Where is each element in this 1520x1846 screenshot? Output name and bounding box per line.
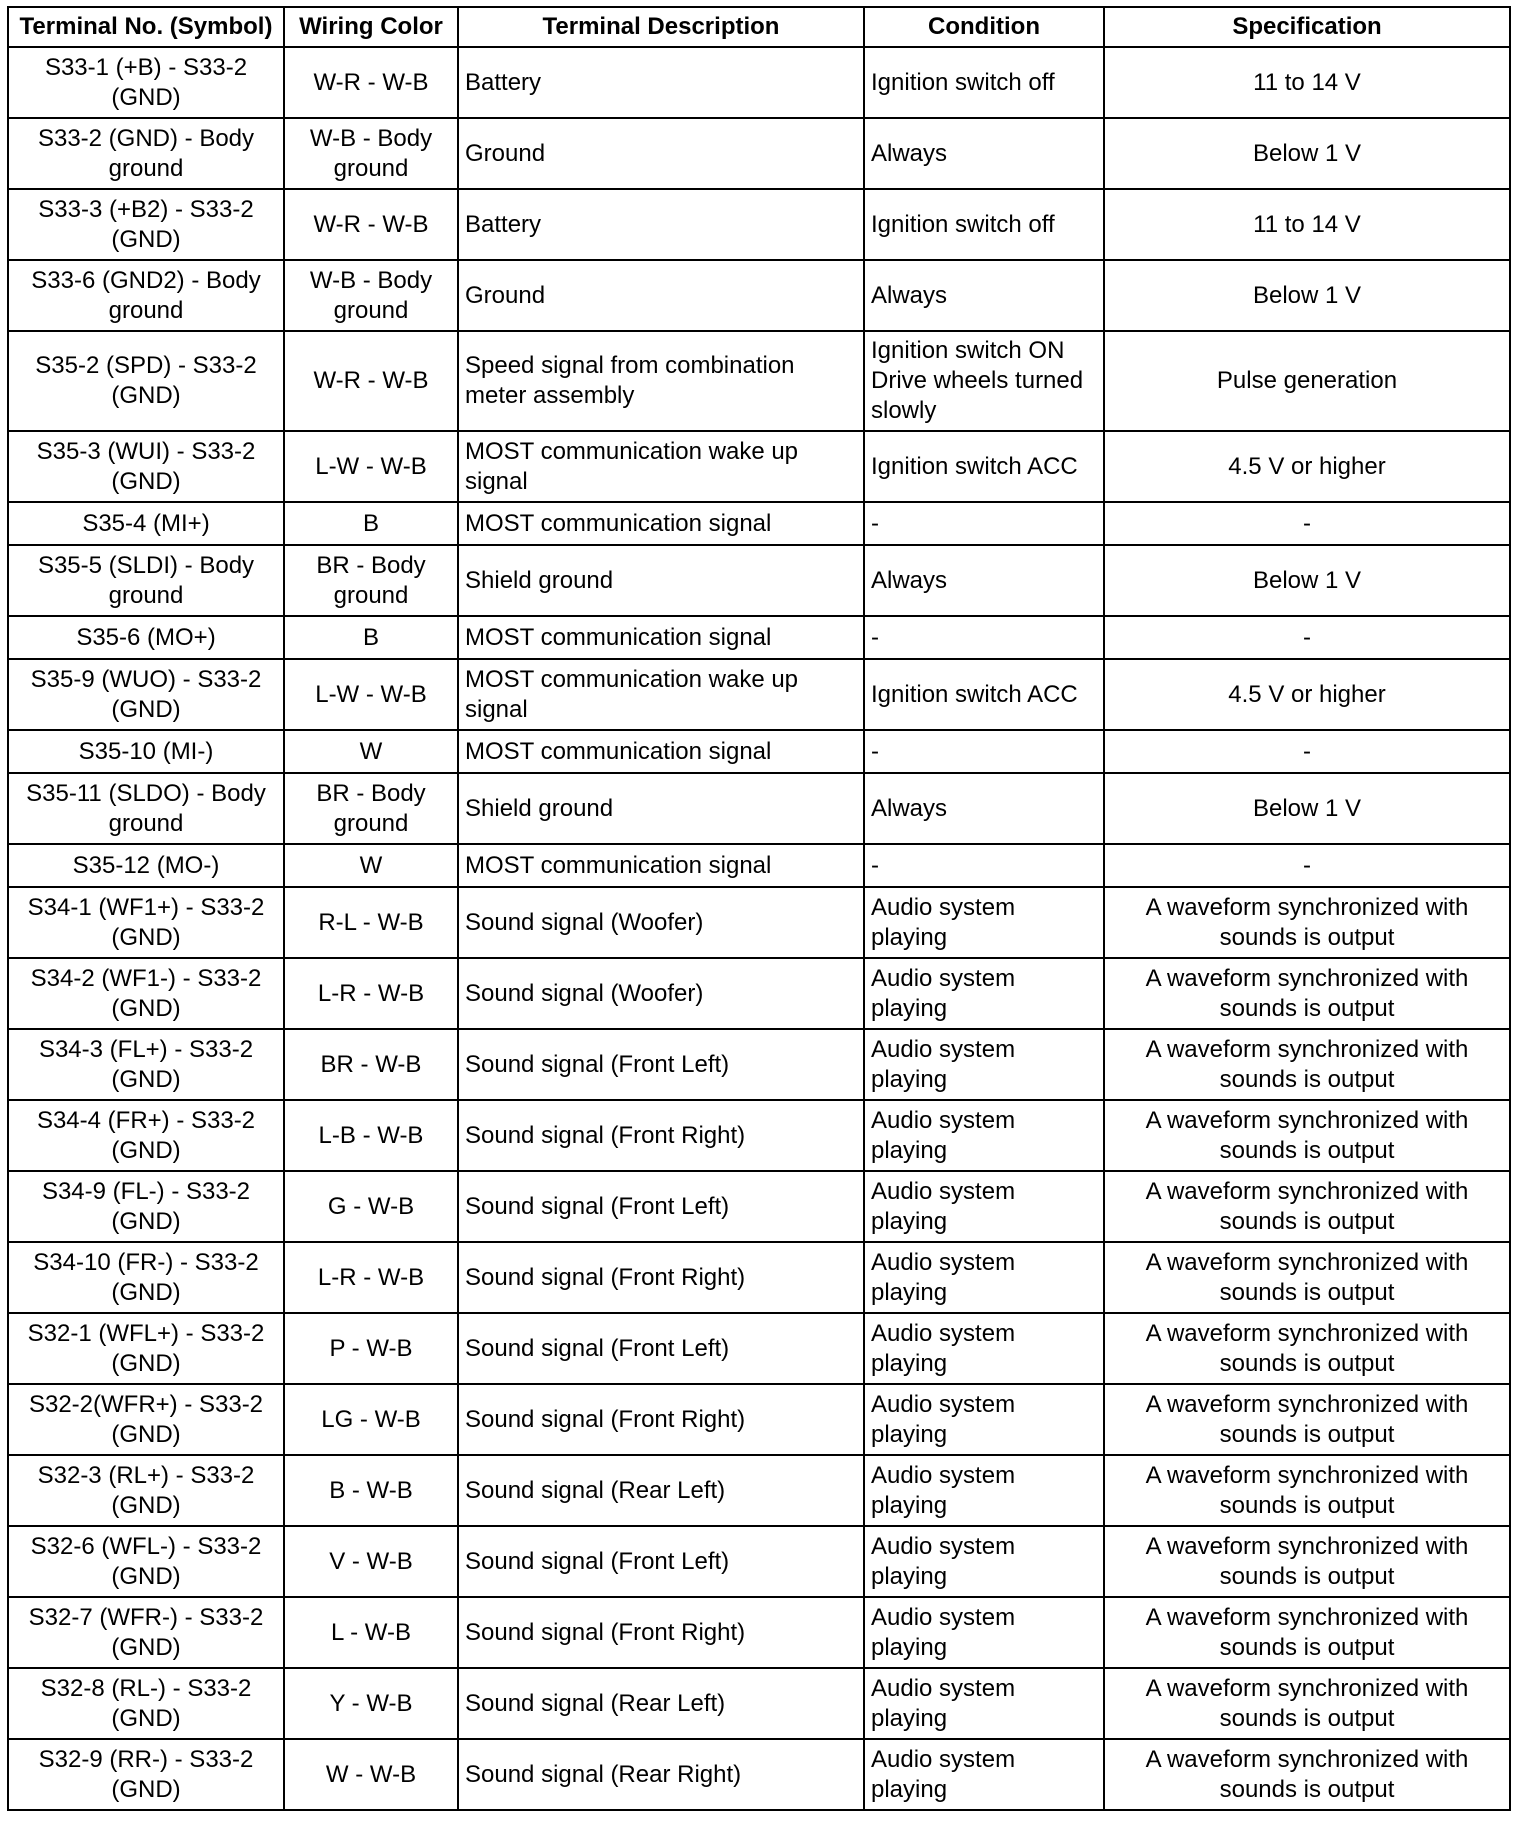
cell-wiring-color: W-R - W-B [284, 189, 458, 260]
cell-terminal: S34-4 (FR+) - S33-2 (GND) [8, 1100, 284, 1171]
cell-specification: A waveform synchronized with sounds is output [1104, 1242, 1510, 1313]
cell-wiring-color: BR - Body ground [284, 545, 458, 616]
cell-specification: A waveform synchronized with sounds is output [1104, 1100, 1510, 1171]
cell-condition: - [864, 616, 1104, 659]
cell-terminal-description: Battery [458, 47, 864, 118]
cell-specification: 4.5 V or higher [1104, 659, 1510, 730]
cell-terminal: S35-5 (SLDI) - Body ground [8, 545, 284, 616]
table-row [8, 1455, 1510, 1526]
terminal-table-container [7, 6, 1509, 1811]
cell-wiring-color: LG - W-B [284, 1384, 458, 1455]
cell-specification: Pulse generation [1104, 331, 1510, 431]
cell-specification: A waveform synchronized with sounds is output [1104, 1739, 1510, 1810]
cell-terminal: S35-6 (MO+) [8, 616, 284, 659]
cell-terminal-description: Sound signal (Rear Left) [458, 1455, 864, 1526]
table-row [8, 887, 1510, 958]
cell-terminal-description: MOST communication signal [458, 502, 864, 545]
cell-wiring-color: P - W-B [284, 1313, 458, 1384]
cell-condition: Audio system playing [864, 1597, 1104, 1668]
cell-condition: Audio system playing [864, 958, 1104, 1029]
cell-terminal: S32-3 (RL+) - S33-2 (GND) [8, 1455, 284, 1526]
cell-specification: A waveform synchronized with sounds is output [1104, 1597, 1510, 1668]
cell-condition: Always [864, 545, 1104, 616]
cell-condition: Audio system playing [864, 1242, 1104, 1313]
cell-wiring-color: W - W-B [284, 1739, 458, 1810]
cell-wiring-color: Y - W-B [284, 1668, 458, 1739]
table-row [8, 1597, 1510, 1668]
cell-terminal-description: Ground [458, 118, 864, 189]
cell-terminal-description: MOST communication wake up signal [458, 659, 864, 730]
cell-terminal: S34-10 (FR-) - S33-2 (GND) [8, 1242, 284, 1313]
cell-specification: - [1104, 616, 1510, 659]
cell-specification: A waveform synchronized with sounds is output [1104, 1313, 1510, 1384]
cell-specification: Below 1 V [1104, 545, 1510, 616]
cell-specification: A waveform synchronized with sounds is output [1104, 1384, 1510, 1455]
cell-condition: Audio system playing [864, 1668, 1104, 1739]
cell-terminal: S32-2(WFR+) - S33-2 (GND) [8, 1384, 284, 1455]
cell-specification: - [1104, 502, 1510, 545]
cell-specification: Below 1 V [1104, 773, 1510, 844]
cell-condition: Always [864, 260, 1104, 331]
cell-specification: Below 1 V [1104, 260, 1510, 331]
cell-terminal-description: Speed signal from combination meter assembly [458, 331, 864, 431]
table-row [8, 844, 1510, 887]
cell-terminal-description: Battery [458, 189, 864, 260]
cell-condition: Audio system playing [864, 1526, 1104, 1597]
cell-terminal-description: Ground [458, 260, 864, 331]
cell-terminal: S32-6 (WFL-) - S33-2 (GND) [8, 1526, 284, 1597]
cell-terminal: S32-9 (RR-) - S33-2 (GND) [8, 1739, 284, 1810]
cell-condition: Ignition switch off [864, 189, 1104, 260]
cell-terminal-description: Sound signal (Front Left) [458, 1313, 864, 1384]
table-row [8, 1384, 1510, 1455]
cell-specification: Below 1 V [1104, 118, 1510, 189]
cell-terminal: S33-1 (+B) - S33-2 (GND) [8, 47, 284, 118]
table-row [8, 773, 1510, 844]
cell-specification: 11 to 14 V [1104, 189, 1510, 260]
cell-condition: Audio system playing [864, 1384, 1104, 1455]
table-header-row [8, 7, 1510, 47]
cell-terminal: S32-7 (WFR-) - S33-2 (GND) [8, 1597, 284, 1668]
cell-specification: - [1104, 844, 1510, 887]
cell-terminal-description: MOST communication signal [458, 844, 864, 887]
cell-terminal: S33-2 (GND) - Body ground [8, 118, 284, 189]
cell-terminal: S34-1 (WF1+) - S33-2 (GND) [8, 887, 284, 958]
table-row [8, 616, 1510, 659]
cell-terminal: S35-9 (WUO) - S33-2 (GND) [8, 659, 284, 730]
cell-terminal: S33-3 (+B2) - S33-2 (GND) [8, 189, 284, 260]
table-row [8, 331, 1510, 431]
cell-terminal: S35-12 (MO-) [8, 844, 284, 887]
cell-terminal: S32-1 (WFL+) - S33-2 (GND) [8, 1313, 284, 1384]
cell-specification: - [1104, 730, 1510, 773]
table-row [8, 1029, 1510, 1100]
table-row [8, 730, 1510, 773]
cell-wiring-color: R-L - W-B [284, 887, 458, 958]
header-condition: Condition [864, 7, 1104, 47]
cell-wiring-color: B [284, 616, 458, 659]
cell-condition: Always [864, 118, 1104, 189]
cell-terminal: S32-8 (RL-) - S33-2 (GND) [8, 1668, 284, 1739]
cell-wiring-color: V - W-B [284, 1526, 458, 1597]
cell-wiring-color: L-R - W-B [284, 958, 458, 1029]
cell-specification: A waveform synchronized with sounds is output [1104, 958, 1510, 1029]
cell-condition: Ignition switch ACC [864, 659, 1104, 730]
cell-wiring-color: BR - Body ground [284, 773, 458, 844]
cell-specification: A waveform synchronized with sounds is output [1104, 887, 1510, 958]
cell-terminal-description: Sound signal (Rear Right) [458, 1739, 864, 1810]
cell-wiring-color: W-B - Body ground [284, 260, 458, 331]
cell-condition: Audio system playing [864, 1313, 1104, 1384]
cell-wiring-color: L-W - W-B [284, 659, 458, 730]
cell-condition: Audio system playing [864, 887, 1104, 958]
table-row [8, 545, 1510, 616]
table-row [8, 118, 1510, 189]
table-row [8, 1100, 1510, 1171]
table-row [8, 1242, 1510, 1313]
cell-wiring-color: BR - W-B [284, 1029, 458, 1100]
cell-terminal-description: Sound signal (Front Right) [458, 1597, 864, 1668]
cell-wiring-color: L-B - W-B [284, 1100, 458, 1171]
cell-wiring-color: B [284, 502, 458, 545]
terminal-specification-table [7, 6, 1511, 1811]
cell-terminal-description: MOST communication signal [458, 616, 864, 659]
cell-condition: Audio system playing [864, 1029, 1104, 1100]
table-row [8, 260, 1510, 331]
cell-terminal-description: Sound signal (Front Right) [458, 1100, 864, 1171]
cell-terminal-description: Shield ground [458, 773, 864, 844]
cell-wiring-color: L - W-B [284, 1597, 458, 1668]
cell-terminal-description: Sound signal (Front Left) [458, 1526, 864, 1597]
table-row [8, 1668, 1510, 1739]
cell-wiring-color: W-B - Body ground [284, 118, 458, 189]
cell-specification: A waveform synchronized with sounds is output [1104, 1668, 1510, 1739]
table-body [8, 47, 1510, 1810]
cell-condition: Audio system playing [864, 1455, 1104, 1526]
cell-terminal-description: Sound signal (Front Left) [458, 1029, 864, 1100]
table-row [8, 1171, 1510, 1242]
cell-specification: 4.5 V or higher [1104, 431, 1510, 502]
cell-terminal-description: Sound signal (Woofer) [458, 958, 864, 1029]
cell-condition: - [864, 502, 1104, 545]
cell-wiring-color: G - W-B [284, 1171, 458, 1242]
cell-wiring-color: W-R - W-B [284, 331, 458, 431]
cell-wiring-color: L-R - W-B [284, 1242, 458, 1313]
table-row [8, 1313, 1510, 1384]
cell-wiring-color: W-R - W-B [284, 47, 458, 118]
cell-condition: Audio system playing [864, 1100, 1104, 1171]
cell-terminal: S35-4 (MI+) [8, 502, 284, 545]
table-row [8, 47, 1510, 118]
header-terminal-no: Terminal No. (Symbol) [8, 7, 284, 47]
header-wiring-color: Wiring Color [284, 7, 458, 47]
header-terminal-description: Terminal Description [458, 7, 864, 47]
cell-wiring-color: B - W-B [284, 1455, 458, 1526]
cell-terminal-description: Sound signal (Rear Left) [458, 1668, 864, 1739]
table-row [8, 1526, 1510, 1597]
cell-condition: Ignition switch ACC [864, 431, 1104, 502]
cell-condition: Ignition switch off [864, 47, 1104, 118]
cell-wiring-color: W [284, 844, 458, 887]
cell-specification: A waveform synchronized with sounds is output [1104, 1171, 1510, 1242]
cell-terminal-description: Shield ground [458, 545, 864, 616]
cell-terminal-description: MOST communication signal [458, 730, 864, 773]
cell-wiring-color: L-W - W-B [284, 431, 458, 502]
table-row [8, 431, 1510, 502]
cell-terminal: S33-6 (GND2) - Body ground [8, 260, 284, 331]
table-row [8, 659, 1510, 730]
cell-terminal: S34-3 (FL+) - S33-2 (GND) [8, 1029, 284, 1100]
cell-condition: Ignition switch ON Drive wheels turned slowly [864, 331, 1104, 431]
cell-specification: 11 to 14 V [1104, 47, 1510, 118]
cell-condition: Audio system playing [864, 1171, 1104, 1242]
cell-condition: - [864, 844, 1104, 887]
cell-wiring-color: W [284, 730, 458, 773]
cell-condition: - [864, 730, 1104, 773]
cell-terminal: S35-2 (SPD) - S33-2 (GND) [8, 331, 284, 431]
cell-terminal-description: Sound signal (Woofer) [458, 887, 864, 958]
cell-terminal-description: Sound signal (Front Right) [458, 1384, 864, 1455]
cell-terminal-description: MOST communication wake up signal [458, 431, 864, 502]
header-specification: Specification [1104, 7, 1510, 47]
cell-specification: A waveform synchronized with sounds is output [1104, 1526, 1510, 1597]
cell-terminal: S35-11 (SLDO) - Body ground [8, 773, 284, 844]
cell-terminal: S35-10 (MI-) [8, 730, 284, 773]
table-row [8, 958, 1510, 1029]
cell-terminal: S34-9 (FL-) - S33-2 (GND) [8, 1171, 284, 1242]
table-row [8, 1739, 1510, 1810]
cell-specification: A waveform synchronized with sounds is output [1104, 1455, 1510, 1526]
cell-terminal: S35-3 (WUI) - S33-2 (GND) [8, 431, 284, 502]
table-row [8, 189, 1510, 260]
cell-terminal-description: Sound signal (Front Left) [458, 1171, 864, 1242]
cell-specification: A waveform synchronized with sounds is output [1104, 1029, 1510, 1100]
cell-terminal: S34-2 (WF1-) - S33-2 (GND) [8, 958, 284, 1029]
cell-condition: Audio system playing [864, 1739, 1104, 1810]
cell-terminal-description: Sound signal (Front Right) [458, 1242, 864, 1313]
cell-condition: Always [864, 773, 1104, 844]
table-row [8, 502, 1510, 545]
